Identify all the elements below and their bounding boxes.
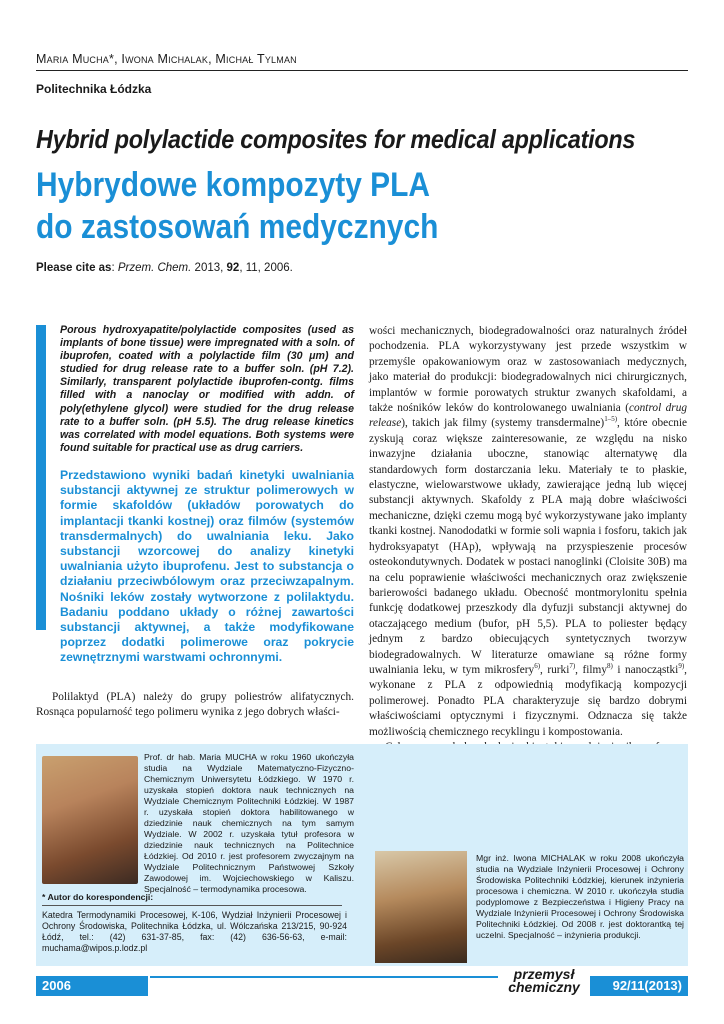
author-bio-michalak: Mgr inż. Iwona MICHALAK w roku 2008 ukończyła studia na Wydziale Inżynierii Procesowej i Ochrony Środowiska Politechniki Łódzkiej, kierunek inżynieria procesowa i chemiczna. W 2010 r. ukończyła studia podyplomowe z Bezpieczeństwa i Higieny Pracy na Wydziale Inżynierii Procesowej i Ochrony Środowiska Politechniki Łódzkiej. Od 2008 r. jest doktorantką tej uczelni. Specjalność – inżynieria produkcji. — [476, 853, 684, 940]
body-paragraph-1: wości mechanicznych, biodegradowalności oraz naturalnych źródeł pochodzenia. PLA wykorzystywany jest przede wszystkim w przemyśle opakowaniowym oraz w zastosowaniach medycznych, jako materiał do produkcji: biodegradowalnych nici chirurgicznych, implantów w formie porowatych struktur zwanych skafoldami, a także nośników leków do kontrolowanego uwalniania (control drug release), takich jak filmy (systemy transdermalne)$^{1-5)}$, które obecnie zyskują coraz większe zainteresowanie, ze względu na nisko inwazyjne działania uboczne, stanowiąc alternatywę dla standardowych form dostarczania leku. Materiały te to płaskie, elastyczne, wielowarstwowe układy, zawierające jedną lub więcej substancji aktywnych. Skafoldy z PLA mają dobre właściwości mechaniczne, dzięki czemu mogą być wykorzystywane jako implanty tkanki kostnej. Nanododatki w formie soli wapnia i fosforu, takich jak hydroksyapatyt (HAp), wpływają na przyspieszenie procesów osteokondutywnych. Dodatek w postaci nanoglinki (Cloisite 30B) ma na celu poprawienie właściwości mechanicznych oraz zwiększenie barierowości badanego układu. Obecność montmorylonitu spełnia funkcję dodatkowej przeszkody dla dyfuzji substancji aktywnej do otaczającego medium (bufor, pH 5,5). PLA to poliester będący jednym z bardzo obiecujących syntetycznych tworzyw biodegradowalnych. W literaturze omawiane są różne formy uwalniania leku, w tym mikrosfery$^{6)}$, rurki$^{7)}$, filmy$^{8)}$ i nanocząstki$^{9)}$, wykonane z PLA z odpowiednią modyfikacją kompozycji polimerowej. Ponadto PLA charakteryzuje się bardzo dobrymi właściwościami optycznymi i fizycznymi. Odznacza się także możliwością chemicznego recyklingu i kompostowania. — [369, 325, 688, 738]
correspondence-label: * Autor do korespondencji: — [42, 892, 154, 902]
journal-logo — [500, 968, 588, 998]
abstract-english: Porous hydroxyapatite/polylactide composites (used as implants of bone tissue) were impregnated with a soln. of ibuprofen, coated with a polylactide film (30 μm) and studied for drug release rate to a buffer soln. (pH 7.2). Similarly, transparent polylactide ibuprofen-contg. films filled with a nanoclay or modified with addn. of poly(ethylene glycol) were studied for the drug release rate to a buffer soln. (pH 5.5). The drug release kinetics was correlated with model equations. Both systems were found suitable for practical use as drug carriers. — [60, 324, 354, 454]
citation-rest: , 11, 2006. — [239, 262, 293, 274]
logo-line1: przemysł — [513, 966, 575, 982]
author-photo-mucha — [42, 756, 138, 884]
footer-page-box — [36, 976, 148, 996]
issue-number: 92/11(2013) — [612, 978, 682, 993]
title-polish-line1: Hybrydowe kompozyty PLA — [36, 166, 431, 204]
logo-line2: chemiczny — [508, 979, 580, 995]
correspondence-rule — [42, 905, 342, 906]
footer-rule — [150, 976, 498, 996]
title-polish-line2: do zastosowań medycznych — [36, 208, 439, 246]
citation-label: Please cite as — [36, 262, 112, 274]
abstract-polish: Przedstawiono wyniki badań kinetyki uwalniania substancji aktywnej ze struktur polimerowych w formie skafoldów (układów porowatych do implantacji tkanki kostnej) oraz filmów (systemów transdermalnych) do uwalniania leku. Jako substancji wzorcowej do analizy kinetyki uwalniania użyto ibuprofenu. Jest to substancja o działaniu przeciwbólowym oraz przeciwzapalnym. Nośniki leków zostały wytworzone z polilaktydu. Badaniu poddano układy o różnej zawartości substancji aktywnej, a także modyfikowane poprzez dodatki polimerowe oraz pokrycie zewnętrznymi warstwami ochronnymi. — [60, 468, 354, 665]
author-photo-michalak — [375, 851, 467, 963]
title-english: Hybrid polylactide composites for medical applications — [36, 124, 636, 154]
title-polish — [36, 164, 438, 248]
body-paragraph: Polilaktyd (PLA) należy do grupy poliestrów alifatycznych. Rosnąca popularność tego polimeru wynika z jego dobrych właści- — [36, 691, 354, 719]
citation: Please cite as: Przem. Chem. 2013, 92, 11, 2006. — [36, 262, 293, 274]
correspondence-address: Katedra Termodynamiki Procesowej, K-106, Wydział Inżynierii Procesowej i Ochrony Środowiska, Politechnika Łódzka, ul. Wólczańska 213/215, 90-924 Łódź, tel.: (42) 631-37-85, fax: (42) 636-56-63, e-mail: muchama@wipos.p.lodz.pl — [42, 910, 347, 953]
citation-journal: Przem. Chem. — [117, 262, 192, 274]
body-text-left — [36, 690, 354, 721]
header-rule — [36, 70, 688, 71]
affiliation: Politechnika Łódzka — [36, 82, 152, 96]
citation-year: 2013, — [194, 262, 224, 274]
citation-volume: 92 — [226, 262, 240, 274]
authors: Maria Mucha*, Iwona Michalak, Michał Tylman — [36, 52, 297, 66]
page-number: 2006 — [42, 978, 71, 993]
abstract-accent-bar — [36, 325, 46, 630]
footer-issue-box — [590, 976, 688, 996]
author-bio-mucha: Prof. dr hab. Maria MUCHA w roku 1960 ukończyła studia na Wydziale Matematyczno-Fizyczno-Chemicznym Uniwersytetu Łódzkiego. W 1970 r. uzyskała stopień doktora nauk technicznych na Wydziale Chemicznym Politechniki Łódzkiej. W 1987 r. uzyskała stopień doktora habilitowanego w dziedzinie nauk chemicznych na tym samym Wydziale. W 2002 r. uzyskała tytuł profesora w dziedzinie nauk technicznych na Politechnice Łódzkiej. Od 2010 r. jest profesorem zwyczajnym na Wydziale Politechnicznym Państwowej Szkoły Zawodowej im. Wojciechowskiego w Kaliszu. Specjalność – termodynamika procesowa. — [144, 752, 354, 894]
